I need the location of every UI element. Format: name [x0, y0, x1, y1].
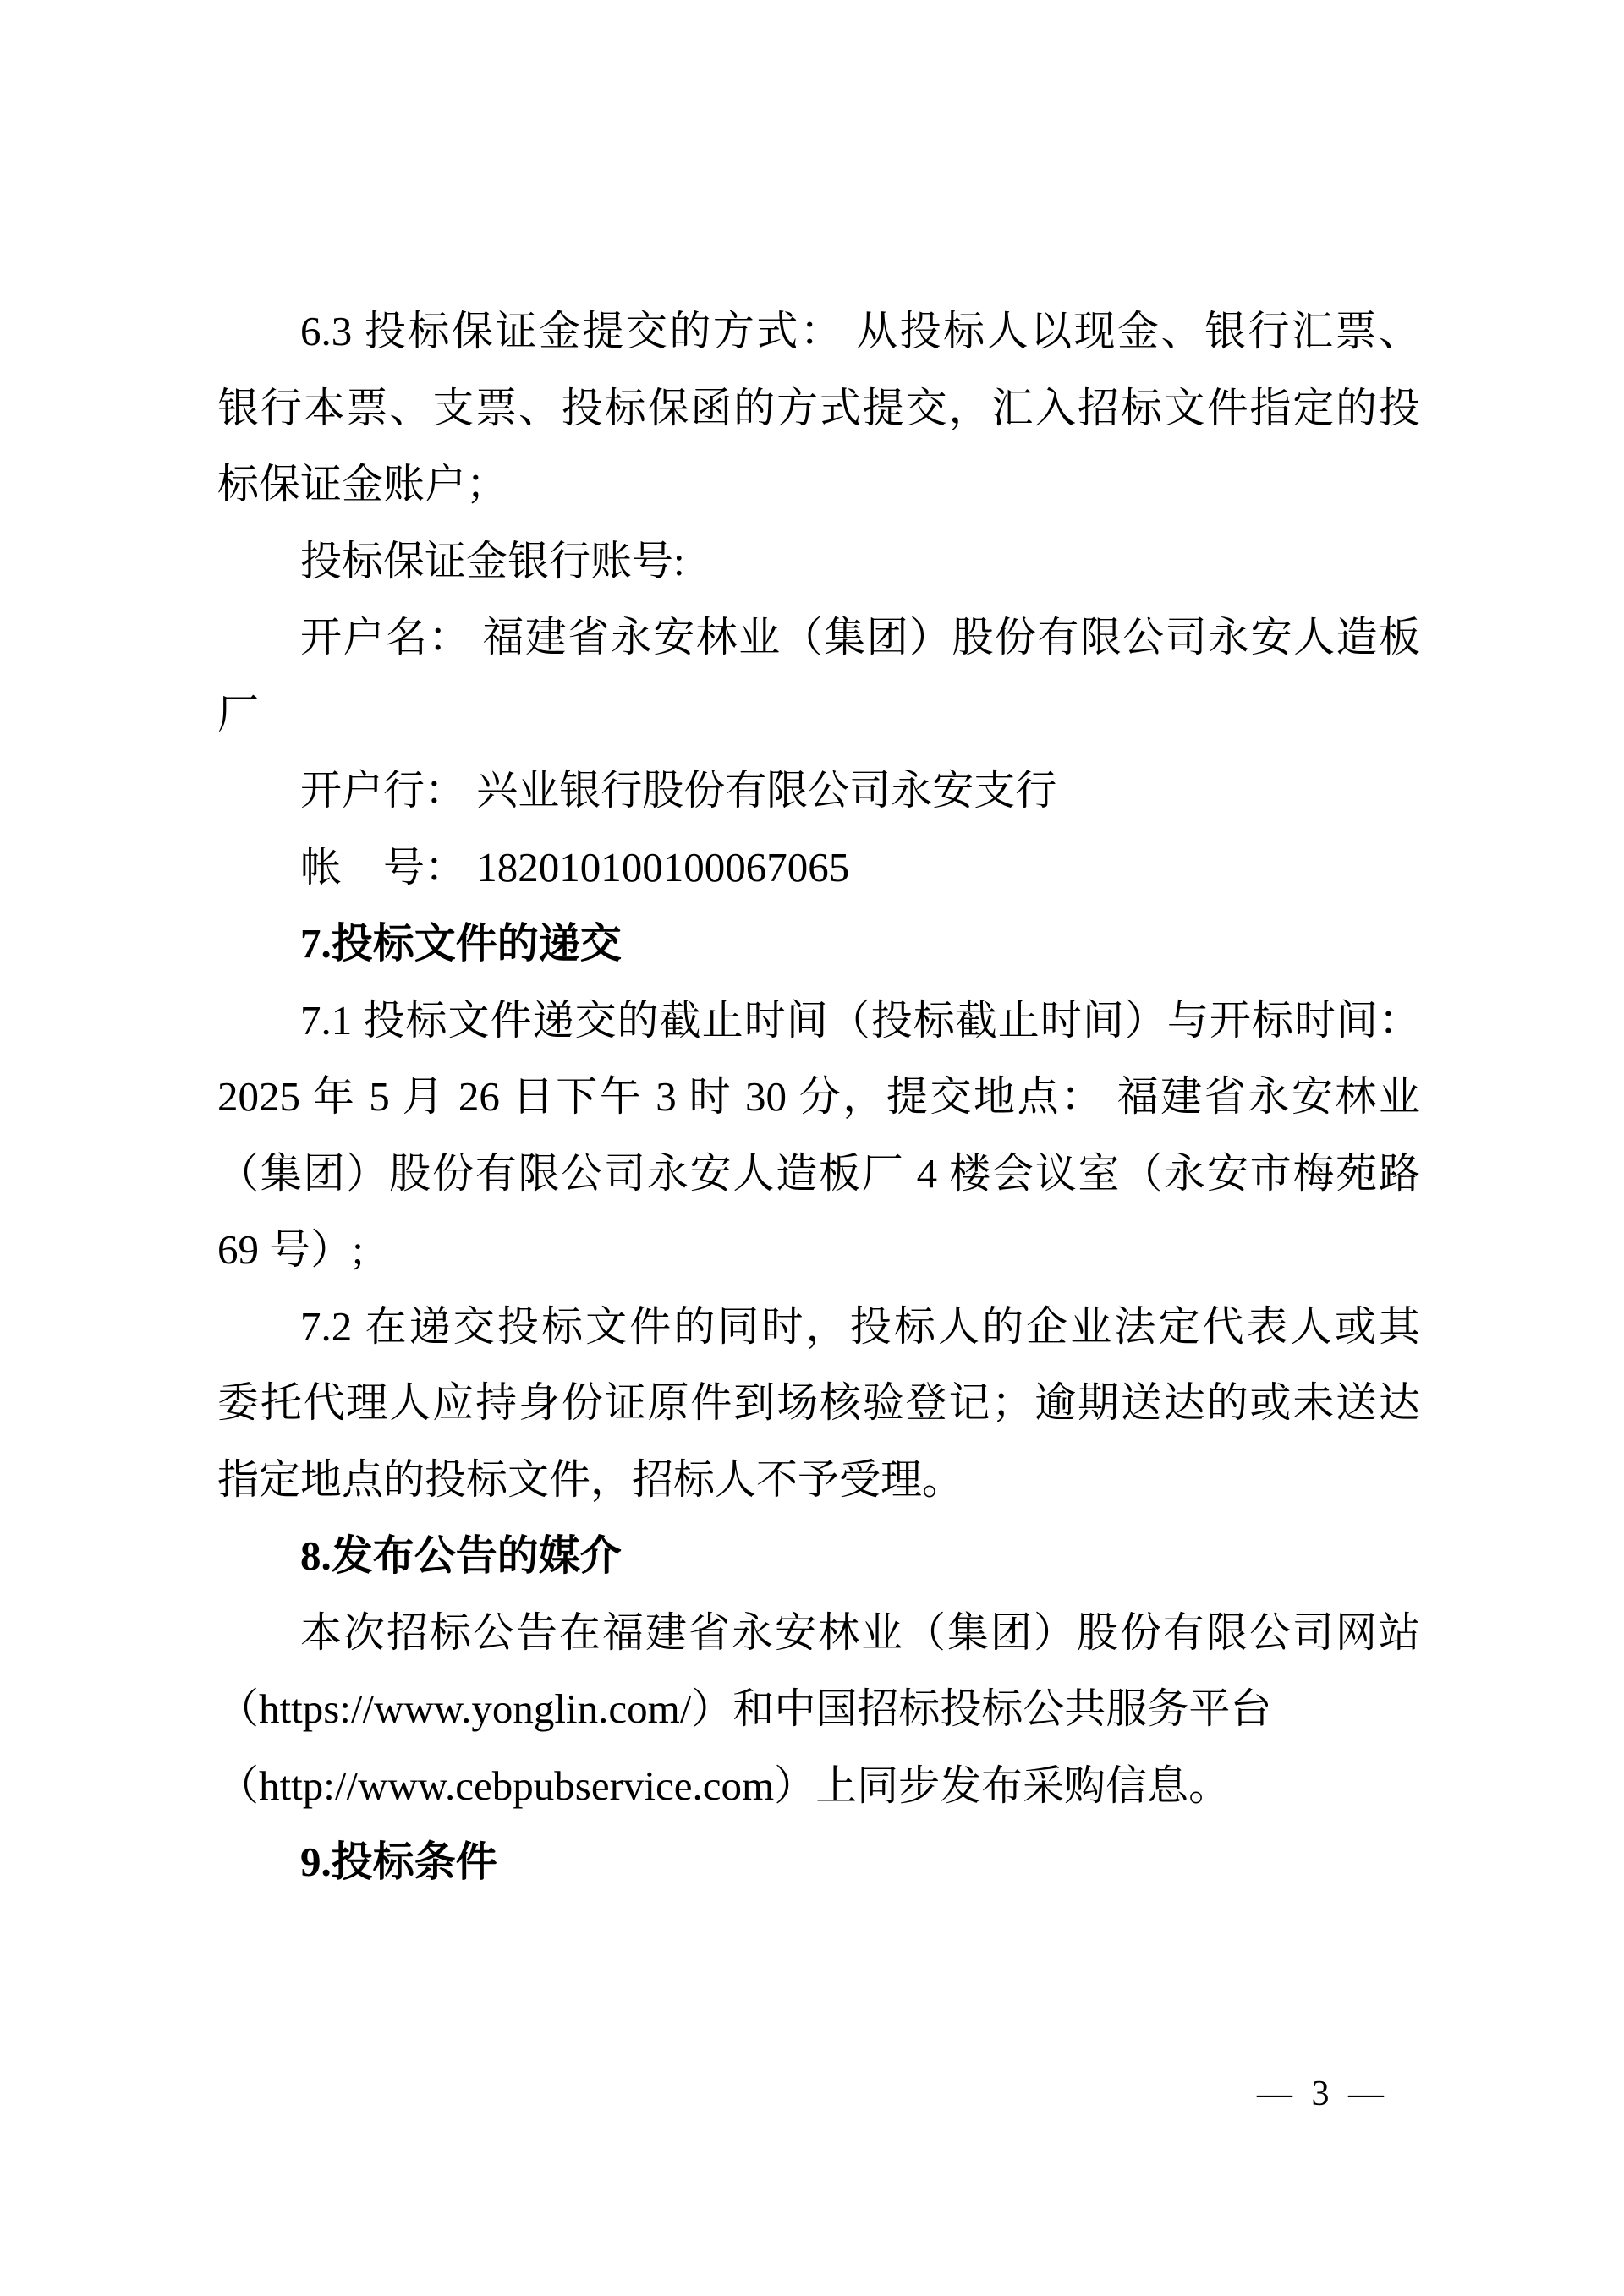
- doc-line: 标保证金账户；: [217, 461, 508, 507]
- doc-line: 69 号）;: [217, 1226, 364, 1273]
- doc-line: 7.1 投标文件递交的截止时间（投标截止时间）与开标时间：: [300, 996, 1420, 1044]
- doc-line: 开户名： 福建省永安林业（集团）股份有限公司永安人造板: [300, 614, 1420, 660]
- doc-line: 指定地点的投标文件，招标人不予受理。: [217, 1455, 964, 1503]
- doc-heading: 9.投标条件: [300, 1838, 497, 1885]
- doc-line: 开户行： 兴业银行股份有限公司永安支行: [300, 767, 1057, 814]
- doc-line: 投标保证金银行账号:: [300, 537, 685, 584]
- doc-line: （http://www.cebpubservice.com）上同步发布采购信息。: [217, 1762, 1231, 1809]
- doc-line: 厂: [217, 690, 260, 737]
- page-number: — 3 —: [1257, 2074, 1384, 2113]
- doc-line: （https://www.yonglin.com/）和中国招标投标公共服务平台: [217, 1685, 1272, 1732]
- doc-line: 6.3 投标保证金提交的方式： 从投标人以现金、银行汇票、: [300, 308, 1420, 354]
- doc-line: 委托代理人应持身份证原件到场核验登记；逾期送达的或未送达: [217, 1379, 1420, 1426]
- doc-line: 本次招标公告在福建省永安林业（集团）股份有限公司网站: [300, 1608, 1420, 1656]
- doc-heading: 8.发布公告的媒介: [300, 1532, 622, 1579]
- document-body: [217, 293, 1420, 1901]
- doc-line: 2025 年 5 月 26 日下午 3 时 30 分，提交地点： 福建省永安林业: [217, 1073, 1420, 1120]
- doc-line: （集团）股份有限公司永安人造板厂 4 楼会议室（永安市梅苑路: [217, 1149, 1420, 1197]
- doc-line: 银行本票、支票、投标保函的方式提交，汇入招标文件指定的投: [217, 384, 1420, 431]
- doc-heading: 7.投标文件的递交: [300, 920, 622, 967]
- doc-line: 帐 号： 182010100100067065: [300, 843, 850, 890]
- doc-line: 7.2 在递交投标文件的同时，投标人的企业法定代表人或其: [300, 1302, 1420, 1350]
